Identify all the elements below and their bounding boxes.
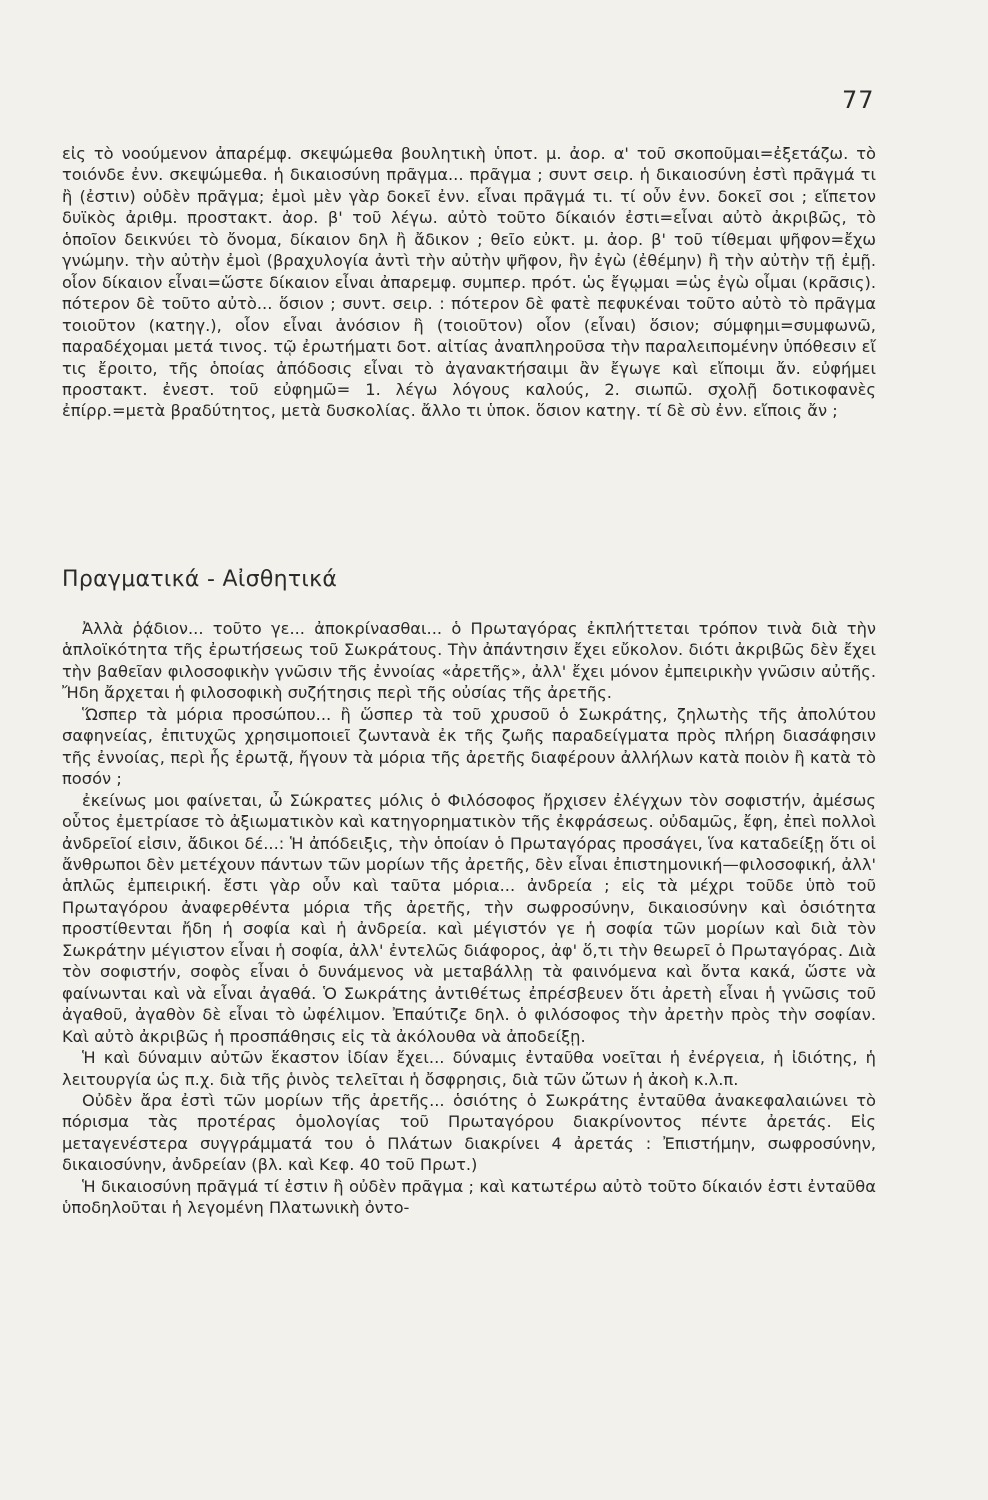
paragraph: Οὐδὲν ἄρα ἐστὶ τῶν μορίων τῆς ἀρετῆς... ὁσιότης ὁ Σωκράτης ἐνταῦθα ἀνακεφαλαιώνει τὸ πόρισμα τὰς προτέρας ὁμολογίας τοῦ Πρωταγόρου διακρίνοντος πέντε ἀρετάς. Εἰς μεταγενέστερα συγγράμματά του ὁ Πλάτων διακρίνει 4 ἀρετάς : Ἐπιστήμην, σωφροσύνην, δικαιοσύνην, ἀνδρείαν (βλ. καὶ Κεφ. 40 τοῦ Πρωτ.) [62, 1090, 876, 1175]
commentary-top-block [62, 143, 876, 422]
section-heading: Πραγματικά - Αἰσθητικά [62, 567, 338, 592]
paragraph: Ὥσπερ τὰ μόρια προσώπου... ἢ ὥσπερ τὰ τοῦ χρυσοῦ ὁ Σωκράτης, ζηλωτὴς τῆς ἀπολύτου σαφηνείας, ἐπιτυχῶς χρησιμοποιεῖ ζωντανὰ ἐκ τῆς ζωῆς παραδείγματα πρὸς πλήρη διασάφησιν τῆς ἐννοίας, περὶ ἧς ἐρωτᾷ, ἤγουν τὰ μόρια τῆς ἀρετῆς διαφέρουν ἀλλήλων κατὰ ποιὸν ἢ κατὰ τὸ ποσόν ; [62, 704, 876, 789]
commentary-main-block [62, 618, 876, 1219]
paragraph: Ἡ δικαιοσύνη πρᾶγμά τί ἐστιν ἢ οὐδὲν πρᾶγμα ; καὶ κατωτέρω αὐτὸ τοῦτο δίκαιόν ἐστι ἐνταῦθα ὑποδηλοῦται ἡ λεγομένη Πλατωνικὴ ὀντο- [62, 1176, 876, 1218]
paragraph: ἐκείνως μοι φαίνεται, ὦ Σώκρατες μόλις ὁ Φιλόσοφος ἤρχισεν ἐλέγχων τὸν σοφιστήν, ἀμέσως οὗτος ἐμετρίασε τὸ ἀξιωματικὸν καὶ κατηγορηματικὸν τῆς ἐκφράσεως. οὐδαμῶς, ἔφη, ἐπεὶ πολλοὶ ἀνδρεῖοί εἰσιν, ἄδικοι δέ...: Ἡ ἀπόδειξις, τὴν ὁποίαν ὁ Πρωταγόρας προσάγει, ἵνα καταδείξῃ ὅτι οἱ ἄνθρωποι δὲν μετέχουν πάντων τῶν μορίων τῆς ἀρετῆς, δὲν εἶναι ἐπιστημονική—φιλοσοφική, ἀλλ' ἁπλῶς ἐμπειρική. ἔστι γὰρ οὖν καὶ ταῦτα μόρια... ἀνδρεία ; εἰς τὰ μέχρι τοῦδε ὑπὸ τοῦ Πρωταγόρου ἀναφερθέντα μόρια τῆς ἀρετῆς, τὴν σωφροσύνην, δικαιοσύνην καὶ ὁσιότητα προστίθενται ἤδη ἡ σοφία καὶ ἡ ἀνδρεία. καὶ μέγιστόν γε ἡ σοφία τῶν μορίων καὶ διὰ τὸν Σωκράτην μέγιστον εἶναι ἡ σοφία, ἀλλ' ἐντελῶς διάφορος, ἀφ' ὅ,τι τὴν θεωρεῖ ὁ Πρωταγόρας. Διὰ τὸν σοφιστήν, σοφὸς εἶναι ὁ δυνάμενος νὰ μεταβάλλῃ τὰ φαινόμενα καὶ ὄντα κακά, ὥστε νὰ φαίνωνται καὶ νὰ εἶναι ἀγαθά. Ὁ Σωκράτης ἀντιθέτως ἐπρέσβευεν ὅτι ἀρετὴ εἶναι ἡ γνῶσις τοῦ ἀγαθοῦ, ἀγαθὸν δὲ εἶναι τὸ ὠφέλιμον. Ἐπαύτιζε δηλ. ὁ φιλόσοφος τὴν ἀρετὴν πρὸς τὴν σοφίαν. Καὶ αὐτὸ ἀκριβῶς ἡ προσπάθησις εἰς τὰ ἀκόλουθα νὰ ἀποδείξῃ. [62, 790, 876, 1046]
paragraph: Ἡ καὶ δύναμιν αὐτῶν ἕκαστον ἰδίαν ἔχει... δύναμις ἐνταῦθα νοεῖται ἡ ἐνέργεια, ἡ ἰδιότης, ἡ λειτουργία ὡς π.χ. διὰ τῆς ῥινὸς τελεῖται ἡ ὄσφρησις, διὰ τῶν ὤτων ἡ ἀκοὴ κ.λ.π. [62, 1048, 876, 1089]
page-number: 77 [842, 86, 875, 114]
paragraph: εἰς τὸ νοούμενον ἀπαρέμφ. σκεψώμεθα βουλητικὴ ὑποτ. μ. ἀορ. α' τοῦ σκοποῦμαι=ἐξετάζω. τὸ τοιόνδε ἐνν. σκεψώμεθα. ἡ δικαιοσύνη πρᾶγμα... πρᾶγμα ; συντ σειρ. ἡ δικαιοσύνη ἐστὶ πρᾶγμά τι ἢ (ἐστιν) οὐδὲν πρᾶγμα; ἐμοὶ μὲν γὰρ δοκεῖ ἐνν. εἶναι πρᾶγμά τι. τί οὖν ἐνν. δοκεῖ σοι ; εἴπετον δυϊκὸς ἀριθμ. προστακτ. ἀορ. β' τοῦ λέγω. αὐτὸ τοῦτο δίκαιόν ἐστι=εἶναι αὐτὸ ἀκριβῶς, τὸ ὁποῖον δεικνύει τὸ ὄνομα, δίκαιον δηλ ἢ ἄδικον ; θεῖο εὐκτ. μ. ἀορ. β' τοῦ τίθεμαι ψῆφον=ἔχω γνώμην. τὴν αὐτὴν ἐμοὶ (βραχυλογία ἀντὶ τὴν αὐτὴν ψῆφον, ἣν ἐγὼ (ἐθέμην) ἢ τὴν αὐτὴν τῇ ἐμῇ. οἷον δίκαιον εἶναι=ὥστε δίκαιον εἶναι ἀπαρεμφ. συμπερ. πρότ. ὡς ἔγῳμαι =ὡς ἐγὼ οἶμαι (κρᾶσις). πότερον δὲ τοῦτο αὐτὸ... ὅσιον ; συντ. σειρ. : πότερον δὲ φατὲ πεφυκέναι τοῦτο αὐτὸ τὸ πρᾶγμα τοιοῦτον (κατηγ.), οἷον εἶναι ἀνόσιον ἢ (τοιοῦτον) οἷον (εἶναι) ὅσιον; σύμφημι=συμφωνῶ, παραδέχομαι μετά τινος. τῷ ἐρωτήματι δοτ. αἰτίας ἀναπληροῦσα τὴν παραλειπομένην ὑπόθεσιν εἴ τις ἔροιτο, τῆς ὁποίας ἀπόδοσις εἶναι τὸ ἀγανακτήσαιμι ἂν ἔγωγε καὶ εἴποιμι ἄν. εὐφήμει προστακτ. ἐνεστ. τοῦ εὐφημῶ= 1. λέγω λόγους καλούς, 2. σιωπῶ. σχολῇ δοτικοφανὲς ἐπίρρ.=μετὰ βραδύτητος, μετὰ δυσκολίας. ἄλλο τι ὑποκ. ὅσιον κατηγ. τί δὲ σὺ ἐνν. εἴποις ἄν ; [62, 144, 876, 421]
paragraph: Ἀλλὰ ῥᾴδιον... τοῦτο γε... ἀποκρίνασθαι... ὁ Πρωταγόρας ἐκπλήττεται τρόπον τινὰ διὰ τὴν ἁπλοϊκότητα τῆς ἐρωτήσεως τοῦ Σωκράτους. Τὴν ἀπάντησιν ἔχει εὔκολον. διότι ἀκριβῶς δὲν ἔχει τὴν βαθεῖαν φιλοσοφικὴν γνῶσιν τῆς ἐννοίας «ἀρετῆς», ἀλλ' ἔχει μόνον ἐμπειρικὴν γνῶσιν αὐτῆς. Ἤδη ἄρχεται ἡ φιλοσοφικὴ συζήτησις περὶ τῆς οὐσίας τῆς ἀρετῆς. [62, 619, 876, 703]
